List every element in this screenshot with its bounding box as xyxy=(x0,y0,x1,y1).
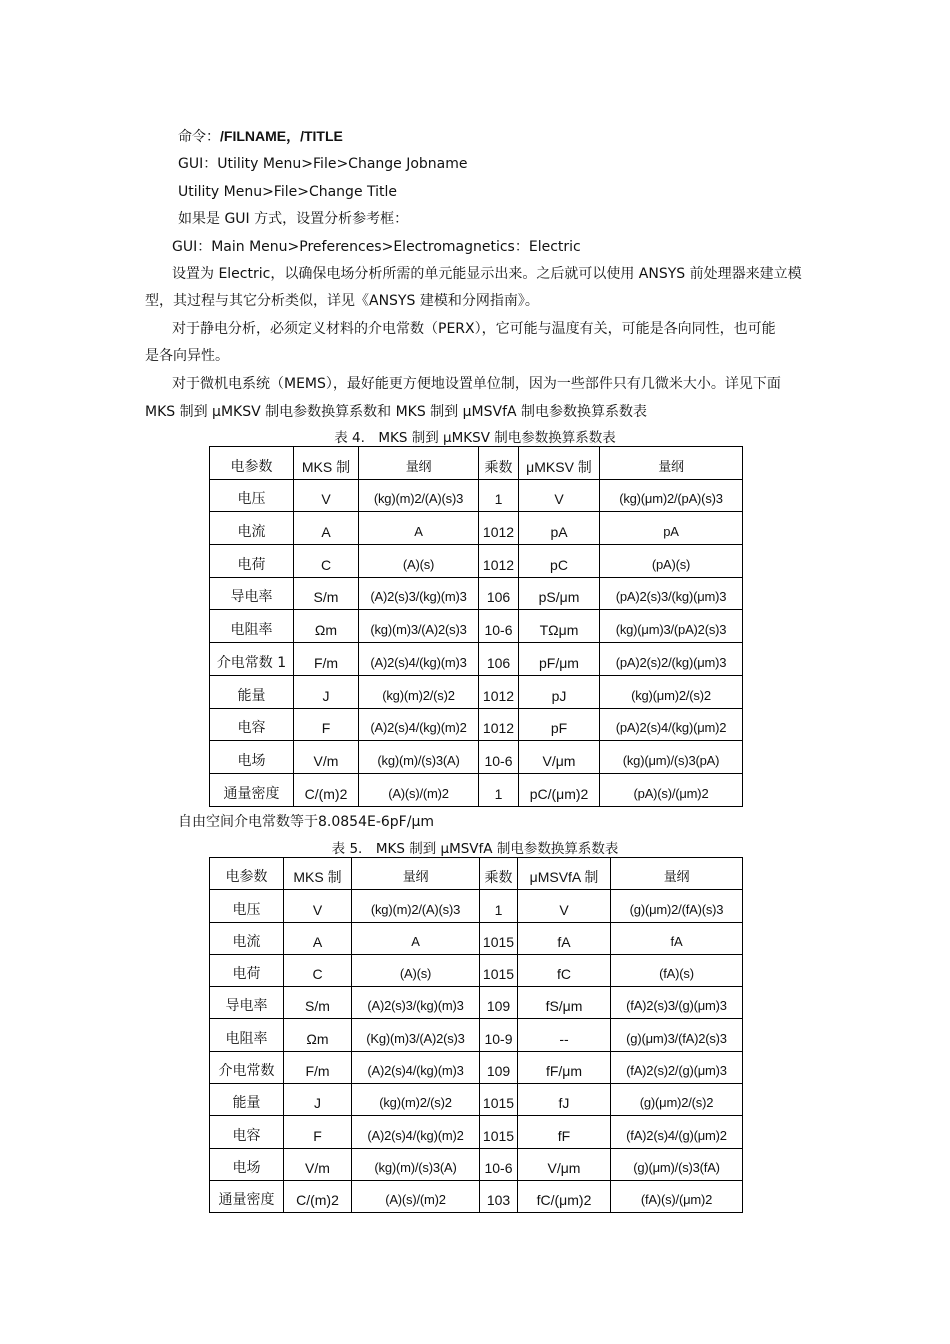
table-cell: 能量 xyxy=(210,675,294,708)
table-cell: 10-9 xyxy=(480,1019,518,1051)
table-cell: (kg)(m)2/(A)(s)3 xyxy=(359,479,479,512)
table5-caption: 表 5. MKS 制到 μMSVfA 制电参数换算系数表 xyxy=(331,841,619,857)
table-cell: pC/(μm)2 xyxy=(519,773,600,806)
table-cell: 1015 xyxy=(480,922,518,954)
table-cell: fJ xyxy=(518,1084,611,1116)
table-cell: 1012 xyxy=(479,708,519,741)
table-cell: (pA)2(s)4/(kg)(μm)2 xyxy=(600,708,743,741)
gui-path-preferences: GUI：Main Menu>Preferences>Electromagnetics：Electric xyxy=(172,239,581,255)
table-cell: 导电率 xyxy=(210,987,284,1019)
table-cell: 1 xyxy=(479,773,519,806)
table-cell: (A)2(s)3/(kg)(m)3 xyxy=(359,577,479,610)
table-cell: V/m xyxy=(294,741,359,774)
table-cell: (fA)2(s)3/(g)(μm)3 xyxy=(611,987,743,1019)
table-cell: A xyxy=(294,512,359,545)
table-header-cell: 电参数 xyxy=(210,447,294,480)
table-cell: (g)(μm)3/(fA)2(s)3 xyxy=(611,1019,743,1051)
table-row xyxy=(210,643,743,676)
table-cell: fF xyxy=(518,1116,611,1148)
table-cell: (A)(s)/(m)2 xyxy=(359,773,479,806)
table-cell: 电容 xyxy=(210,708,294,741)
table-row xyxy=(210,577,743,610)
command-names: /FILNAME，/TITLE xyxy=(220,128,343,144)
table-cell: 1015 xyxy=(480,1116,518,1148)
table-cell: fC xyxy=(518,954,611,986)
table-cell: (pA)2(s)2/(kg)(μm)3 xyxy=(600,643,743,676)
table4 xyxy=(209,446,743,807)
table-row xyxy=(210,1084,743,1116)
table-cell: 109 xyxy=(480,987,518,1019)
table-row xyxy=(210,708,743,741)
table-cell: (kg)(m)2/(s)2 xyxy=(359,675,479,708)
command-label: 命令： xyxy=(178,129,220,145)
table-cell: C/(m)2 xyxy=(284,1180,352,1212)
table-cell: fC/(μm)2 xyxy=(518,1180,611,1212)
table-cell: (pA)(s)/(μm)2 xyxy=(600,773,743,806)
table-cell: fS/μm xyxy=(518,987,611,1019)
table-cell: (A)(s) xyxy=(359,545,479,578)
table-cell: (kg)(μm)2/(pA)(s)3 xyxy=(600,479,743,512)
table-row xyxy=(210,922,743,954)
table-cell: (A)2(s)4/(kg)(m)2 xyxy=(359,708,479,741)
table-cell: V xyxy=(284,890,352,922)
table-cell: 电压 xyxy=(210,890,284,922)
table-cell: (A)2(s)3/(kg)(m)3 xyxy=(352,987,480,1019)
table-cell: 电阻率 xyxy=(210,610,294,643)
table-header-cell: 乘数 xyxy=(480,858,518,890)
table5 xyxy=(209,857,743,1213)
table4-header-row xyxy=(210,447,743,480)
table-row xyxy=(210,741,743,774)
table-row xyxy=(210,773,743,806)
table-cell: V/μm xyxy=(519,741,600,774)
table-cell: 10-6 xyxy=(479,741,519,774)
table4-body xyxy=(210,447,743,807)
command-line xyxy=(178,127,343,146)
table-header-cell: 量纲 xyxy=(352,858,480,890)
free-space-note: 自由空间介电常数等于8.0854E-6pF/μm xyxy=(178,814,434,830)
paragraph-electric-1: 设置为 Electric，以确保电场分析所需的单元能显示出来。之后就可以使用 ANSYS 前处理器来建立模 xyxy=(172,266,802,282)
table-cell: (fA)(s)/(μm)2 xyxy=(611,1180,743,1212)
table-cell: (kg)(μm)2/(s)2 xyxy=(600,675,743,708)
table-cell: V xyxy=(519,479,600,512)
table-cell: (kg)(m)3/(A)2(s)3 xyxy=(359,610,479,643)
table-cell: pA xyxy=(600,512,743,545)
table-cell: (kg)(m)2/(s)2 xyxy=(352,1084,480,1116)
table-cell: J xyxy=(294,675,359,708)
table-cell: (kg)(μm)3/(pA)2(s)3 xyxy=(600,610,743,643)
table-cell: Ωm xyxy=(284,1019,352,1051)
table-cell: F xyxy=(284,1116,352,1148)
table-cell: 导电率 xyxy=(210,577,294,610)
table-cell: F/m xyxy=(284,1051,352,1083)
table-cell: F/m xyxy=(294,643,359,676)
table-row xyxy=(210,610,743,643)
table-cell: 电阻率 xyxy=(210,1019,284,1051)
table-cell: 通量密度 xyxy=(210,773,294,806)
table-cell: (A)2(s)4/(kg)(m)2 xyxy=(352,1116,480,1148)
table-cell: 1012 xyxy=(479,545,519,578)
table-cell: A xyxy=(359,512,479,545)
table-cell: fA xyxy=(611,922,743,954)
table-row xyxy=(210,954,743,986)
table-header-cell: μMSVfA 制 xyxy=(518,858,611,890)
table-header-cell: 量纲 xyxy=(611,858,743,890)
table-row xyxy=(210,512,743,545)
table-cell: (fA)2(s)2/(g)(μm)3 xyxy=(611,1051,743,1083)
table-cell: V xyxy=(518,890,611,922)
table-cell: 介电常数 1 xyxy=(210,643,294,676)
table-cell: pJ xyxy=(519,675,600,708)
table-cell: 1012 xyxy=(479,675,519,708)
table-cell: 通量密度 xyxy=(210,1180,284,1212)
table-cell: 1 xyxy=(479,479,519,512)
table-cell: (kg)(μm)/(s)3(pA) xyxy=(600,741,743,774)
table-row xyxy=(210,1051,743,1083)
table-cell: pF/μm xyxy=(519,643,600,676)
table-cell: 电场 xyxy=(210,741,294,774)
table-cell: 电流 xyxy=(210,922,284,954)
table-cell: (fA)(s) xyxy=(611,954,743,986)
table-cell: (pA)2(s)3/(kg)(μm)3 xyxy=(600,577,743,610)
paragraph-electrostatic-1: 对于静电分析，必须定义材料的介电常数（PERX），它可能与温度有关，可能是各向同性，也可能 xyxy=(172,321,776,337)
table-row xyxy=(210,479,743,512)
table-cell: TΩμm xyxy=(519,610,600,643)
gui-mode-note: 如果是 GUI 方式，设置分析参考框： xyxy=(178,211,409,227)
table-row xyxy=(210,1019,743,1051)
table-cell: (g)(μm)/(s)3(fA) xyxy=(611,1148,743,1180)
table-cell: (kg)(m)/(s)3(A) xyxy=(359,741,479,774)
table-cell: C xyxy=(284,954,352,986)
paragraph-mems-2: MKS 制到 μMKSV 制电参数换算系数和 MKS 制到 μMSVfA 制电参数换算系数表 xyxy=(145,404,648,420)
table-cell: 电压 xyxy=(210,479,294,512)
table-cell: pC xyxy=(519,545,600,578)
table-cell: (A)(s)/(m)2 xyxy=(352,1180,480,1212)
table-cell: 1 xyxy=(480,890,518,922)
table-cell: 电荷 xyxy=(210,954,284,986)
table-header-cell: μMKSV 制 xyxy=(519,447,600,480)
table-cell: fA xyxy=(518,922,611,954)
table-row xyxy=(210,987,743,1019)
table-cell: 106 xyxy=(479,577,519,610)
table-cell: pF xyxy=(519,708,600,741)
table-cell: 1015 xyxy=(480,954,518,986)
table-header-cell: 量纲 xyxy=(359,447,479,480)
table5-body xyxy=(210,858,743,1213)
table-cell: pA xyxy=(519,512,600,545)
table-cell: J xyxy=(284,1084,352,1116)
gui-path-title: Utility Menu>File>Change Title xyxy=(178,184,398,200)
table-cell: C xyxy=(294,545,359,578)
table-header-cell: 电参数 xyxy=(210,858,284,890)
table-cell: 10-6 xyxy=(479,610,519,643)
table-cell: V/m xyxy=(284,1148,352,1180)
table-header-cell: MKS 制 xyxy=(284,858,352,890)
table-cell: V/μm xyxy=(518,1148,611,1180)
table5-header-row xyxy=(210,858,743,890)
table-row xyxy=(210,890,743,922)
table-cell: (Kg)(m)3/(A)2(s)3 xyxy=(352,1019,480,1051)
table-row xyxy=(210,1180,743,1212)
table-cell: 电容 xyxy=(210,1116,284,1148)
table-cell: 电流 xyxy=(210,512,294,545)
paragraph-electric-2: 型，其过程与其它分析类似，详见《ANSYS 建模和分网指南》。 xyxy=(145,293,539,309)
table-cell: 1012 xyxy=(479,512,519,545)
table-cell: (A)2(s)4/(kg)(m)3 xyxy=(359,643,479,676)
table-cell: (fA)2(s)4/(g)(μm)2 xyxy=(611,1116,743,1148)
table-cell: V xyxy=(294,479,359,512)
table-cell: 1015 xyxy=(480,1084,518,1116)
table-cell: (kg)(m)/(s)3(A) xyxy=(352,1148,480,1180)
table-header-cell: MKS 制 xyxy=(294,447,359,480)
table-cell: A xyxy=(284,922,352,954)
table-cell: 106 xyxy=(479,643,519,676)
gui-path-jobname: GUI：Utility Menu>File>Change Jobname xyxy=(178,156,468,172)
table-cell: (pA)(s) xyxy=(600,545,743,578)
paragraph-electrostatic-2: 是各向异性。 xyxy=(145,348,229,364)
table-cell: 103 xyxy=(480,1180,518,1212)
table-cell: A xyxy=(352,922,480,954)
table-cell: 10-6 xyxy=(480,1148,518,1180)
table-cell: -- xyxy=(518,1019,611,1051)
table-cell: pS/μm xyxy=(519,577,600,610)
paragraph-mems-1: 对于微机电系统（MEMS），最好能更方便地设置单位制，因为一些部件只有几微米大小。详见下面 xyxy=(172,376,781,392)
table4-caption: 表 4. MKS 制到 μMKSV 制电参数换算系数表 xyxy=(334,430,616,446)
table-cell: Ωm xyxy=(294,610,359,643)
table-cell: (A)(s) xyxy=(352,954,480,986)
table-cell: 电场 xyxy=(210,1148,284,1180)
table-cell: (g)(μm)2/(s)2 xyxy=(611,1084,743,1116)
table-cell: 介电常数 xyxy=(210,1051,284,1083)
table-cell: S/m xyxy=(284,987,352,1019)
table-header-cell: 量纲 xyxy=(600,447,743,480)
table-row xyxy=(210,545,743,578)
table-row xyxy=(210,1116,743,1148)
table-cell: 109 xyxy=(480,1051,518,1083)
table-cell: 电荷 xyxy=(210,545,294,578)
table-header-cell: 乘数 xyxy=(479,447,519,480)
table-cell: (kg)(m)2/(A)(s)3 xyxy=(352,890,480,922)
table-cell: F xyxy=(294,708,359,741)
table-cell: (g)(μm)2/(fA)(s)3 xyxy=(611,890,743,922)
table-row xyxy=(210,675,743,708)
table-cell: S/m xyxy=(294,577,359,610)
table-cell: 能量 xyxy=(210,1084,284,1116)
table-row xyxy=(210,1148,743,1180)
table-cell: C/(m)2 xyxy=(294,773,359,806)
table-cell: fF/μm xyxy=(518,1051,611,1083)
table-cell: (A)2(s)4/(kg)(m)3 xyxy=(352,1051,480,1083)
